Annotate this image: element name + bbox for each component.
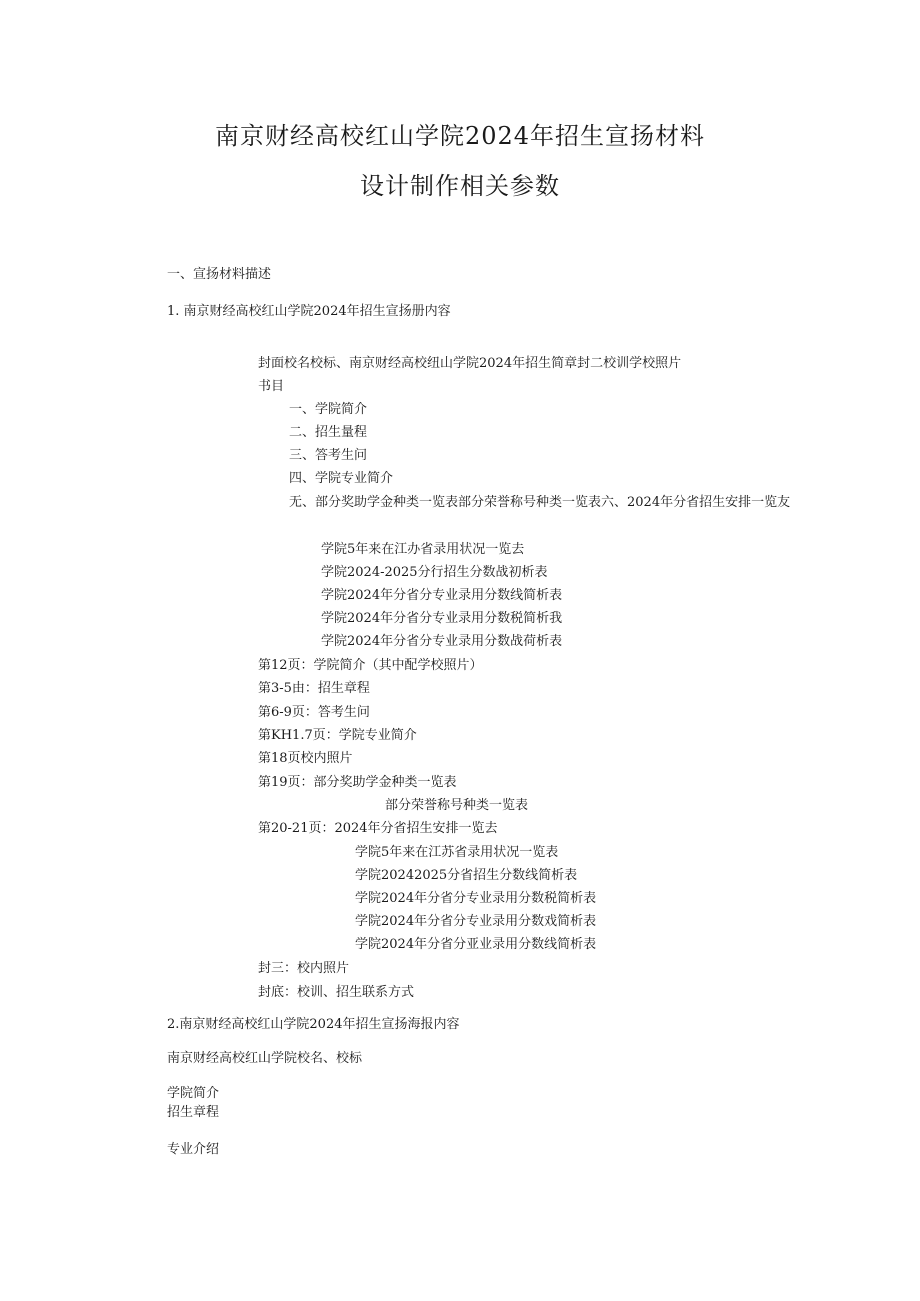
page-entry: 第KH1.7页：学院专业简介: [258, 728, 417, 743]
poster-item: 专业介绍: [167, 1142, 220, 1157]
page-20-sub-entry: 学院2024年分省分专业录用分数戏简析表: [355, 914, 597, 929]
toc-item: 一、学院简介: [289, 402, 368, 417]
document-title-line-1: 南京财经高校红山学院2024年招生宣扬材料: [214, 122, 706, 150]
page-entry: 第18页校内照片: [258, 751, 353, 766]
back-cover-entry: 封底：校训、招生联系方式: [258, 985, 415, 1000]
toc-item: 四、学院专业简介: [289, 471, 394, 486]
toc-sub-item: 学院2024年分省分专业录用分数战荷析表: [321, 634, 563, 649]
toc-sub-item: 学院2024年分省分专业录用分数线简析表: [321, 588, 563, 603]
poster-item: 招生章程: [167, 1105, 220, 1120]
brochure-cover-line: 封面校名校标、南京财经高校纽山学院2024年招生简章封二校训学校照片: [258, 356, 682, 371]
page-20-sub-entry: 学院2024年分省分专业录用分数税简析表: [355, 891, 597, 906]
section-heading-1-1: 1. 南京财经高校红山学院2024年招生宣扬册内容: [167, 304, 451, 319]
inside-back-cover-entry: 封三：校内照片: [258, 961, 350, 976]
toc-sub-item: 学院2024年分省分专业录用分数税简析我: [321, 611, 563, 626]
toc-item: 无、部分奖助学金种类一览表部分荣誉称号种类一览表六、2024年分省招生安排一览友: [289, 495, 791, 510]
toc-sub-item: 学院2024-2025分行招生分数战初析表: [321, 565, 548, 580]
page-entry: 第3-5由：招生章程: [258, 681, 370, 696]
toc-item: 二、招生量程: [289, 425, 368, 440]
section-heading-1: 一、宣扬材料描述: [167, 267, 272, 282]
poster-item: 南京财经高校红山学院校名、校标: [167, 1051, 363, 1066]
toc-sub-item: 学院5年来在江办省录用状况一览去: [321, 542, 525, 557]
page-entry: 第19页：部分奖助学金种类一览表: [258, 775, 457, 790]
section-heading-2: 2.南京财经高校红山学院2024年招生宣扬海报内容: [167, 1017, 460, 1032]
page-20-sub-entry: 学院2024年分省分亚业录用分数线简析表: [355, 937, 597, 952]
page-entry: 第12页：学院简介（其中配学校照片）: [258, 658, 483, 673]
page-19-sub-entry: 部分荣誉称号种类一览表: [385, 798, 529, 813]
page-entry: 第20-21页：2024年分省招生安排一览去: [258, 821, 498, 836]
toc-item: 三、答考生问: [289, 448, 368, 463]
page-20-sub-entry: 学院20242025分省招生分数线简析表: [355, 868, 578, 883]
poster-item: 学院简介: [167, 1086, 220, 1101]
page-20-sub-entry: 学院5年来在江苏省录用状况一览表: [355, 845, 559, 860]
document-title-line-2: 设计制作相关参数: [360, 172, 560, 200]
toc-label: 书目: [258, 379, 285, 394]
page-entry: 第6-9页：答考生问: [258, 705, 370, 720]
